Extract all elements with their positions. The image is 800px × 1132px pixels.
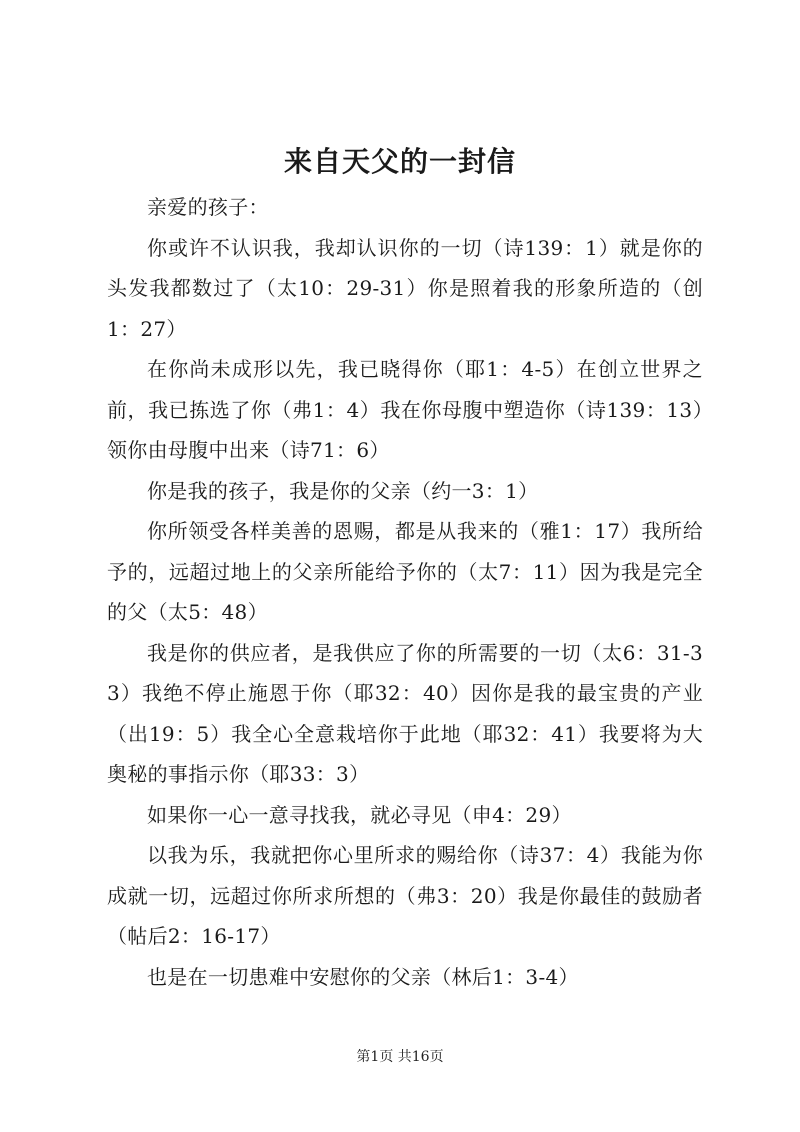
paragraph: 我是你的供应者，是我供应了你的所需要的一切（太6：31-33）我绝不停止施恩于你（耶32：40）因你是我的最宝贵的产业（出19：5）我全心全意栽培你于此地（耶32：41）我要将为大奥秘的事指示你（耶33：3）	[107, 640, 703, 786]
paragraph: 你是我的孩子，我是你的父亲（约一3：1）	[147, 478, 539, 503]
paragraph: 你所领受各样美善的恩赐，都是从我来的（雅1：17）我所给予的，远超过地上的父亲所能给予你的（太7：11）因为我是完全的父（太5：48）	[107, 519, 703, 624]
letter-body	[107, 187, 703, 997]
paragraph: 以我为乐，我就把你心里所求的赐给你（诗37：4）我能为你成就一切，远超过你所求所想的（弗3：20）我是你最佳的鼓励者（帖后2：16-17）	[107, 843, 703, 948]
page-number-footer: 第1页 共16页	[356, 1049, 444, 1065]
document-title: 来自天父的一封信	[283, 145, 516, 178]
paragraph: 你或许不认识我，我却认识你的一切（诗139：1）就是你的头发我都数过了（太10：29-31）你是照着我的形象所造的（创1：27）	[107, 235, 703, 341]
paragraph: 也是在一切患难中安慰你的父亲（林后1：3-4）	[147, 964, 579, 989]
paragraph: 在你尚未成形以先，我已晓得你（耶1：4-5）在创立世界之前，我已拣选了你（弗1：4）我在你母腹中塑造你（诗139：13）领你由母腹中出来（诗71：6）	[107, 357, 703, 462]
salutation: 亲爱的孩子：	[147, 195, 269, 219]
paragraph: 如果你一心一意寻找我，就必寻见（申4：29）	[147, 802, 572, 827]
